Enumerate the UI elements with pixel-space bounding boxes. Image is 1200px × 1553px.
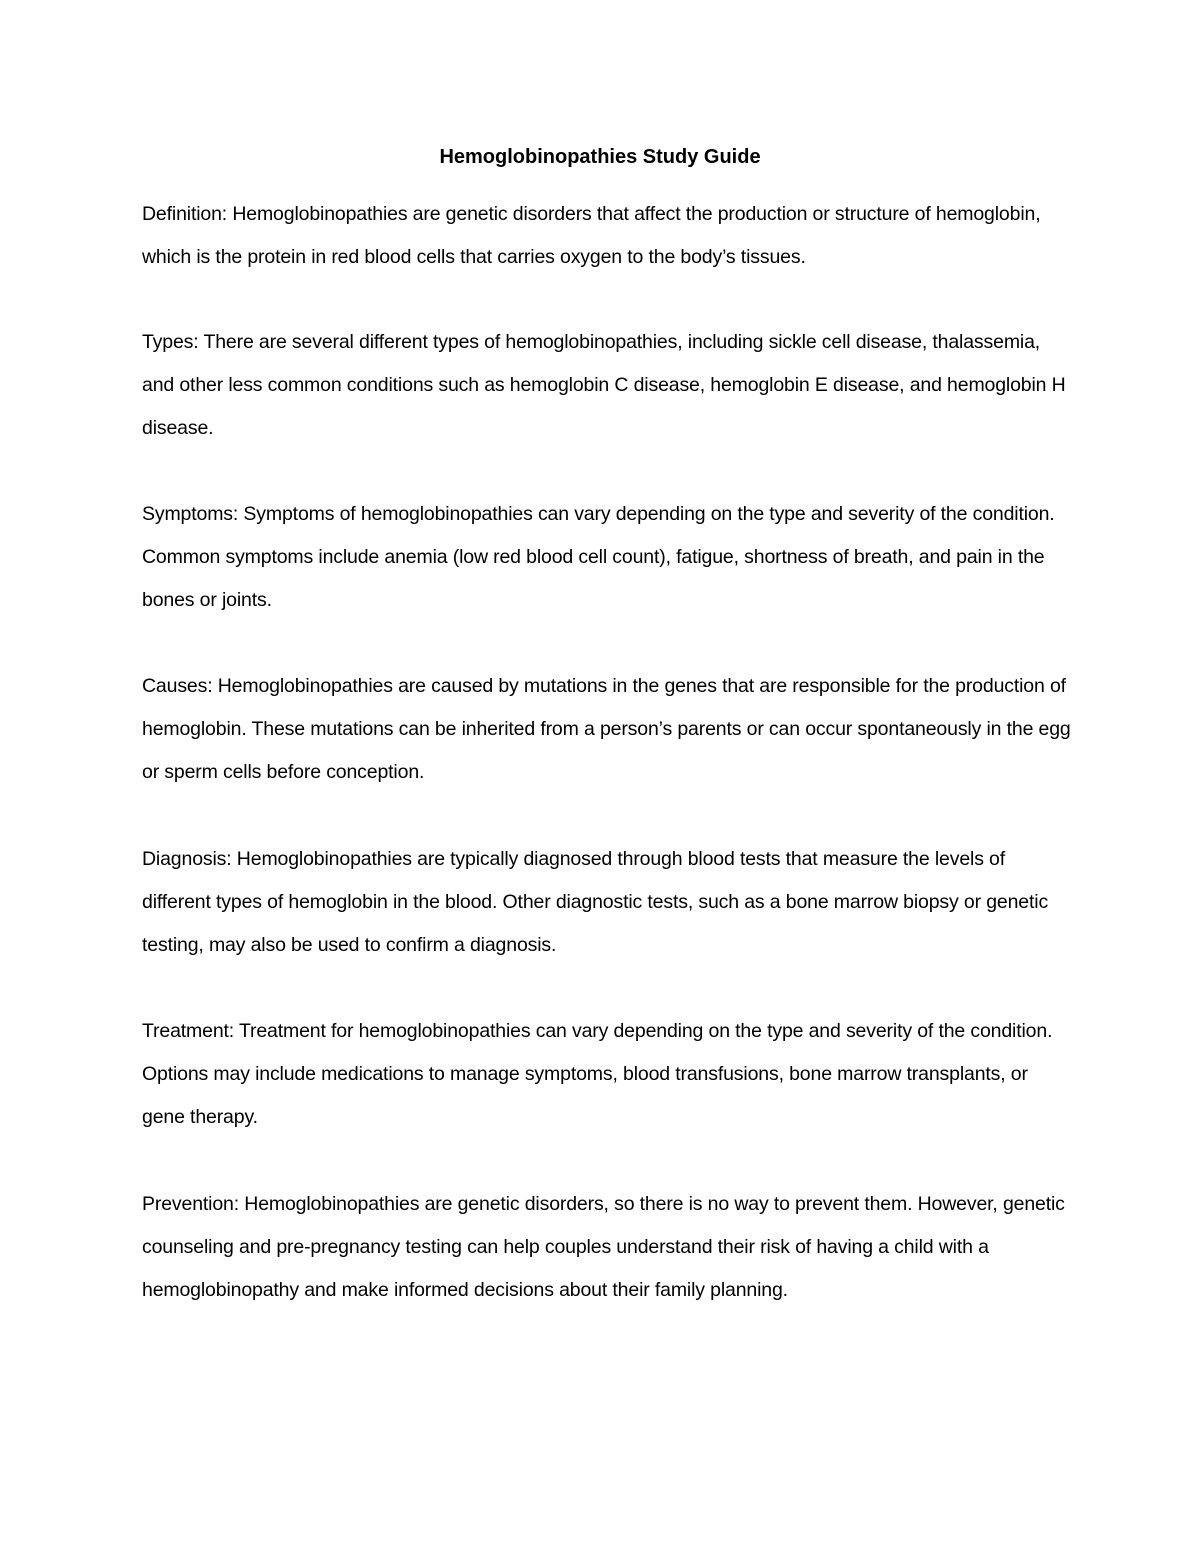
document-title: Hemoglobinopathies Study Guide [439,146,761,168]
types-paragraph: Types: There are several different types of hemoglobinopathies, including sickle cell disease, thalassemia, and other less common conditions such as hemoglobin C disease, hemoglobin E disease, and hemoglobin H disease. [142,331,1066,439]
definition-paragraph: Definition: Hemoglobinopathies are genetic disorders that affect the production or structure of hemoglobin, which is the protein in red blood cells that carries oxygen to the body’s tissues. [142,203,1041,268]
symptoms-paragraph: Symptoms: Symptoms of hemoglobinopathies can vary depending on the type and severity of the condition. Common symptoms include anemia (low red blood cell count), fatigue, shortness of breath, and pain in the bones or joints. [142,503,1055,611]
prevention-paragraph: Prevention: Hemoglobinopathies are genetic disorders, so there is no way to prevent them. However, genetic counseling and pre-pregnancy testing can help couples understand their risk of having a child with a hemoglobinopathy and make informed decisions about their family planning. [142,1193,1065,1301]
treatment-paragraph: Treatment: Treatment for hemoglobinopathies can vary depending on the type and severity of the condition. Options may include medications to manage symptoms, blood transfusions, bone marrow transplants, or gene therapy. [142,1020,1053,1128]
diagnosis-paragraph: Diagnosis: Hemoglobinopathies are typically diagnosed through blood tests that measure the levels of different types of hemoglobin in the blood. Other diagnostic tests, such as a bone marrow biopsy or genetic testing, may also be used to confirm a diagnosis. [142,848,1049,956]
causes-paragraph: Causes: Hemoglobinopathies are caused by mutations in the genes that are responsible for the production of hemoglobin. These mutations can be inherited from a person’s parents or can occur spontaneously in the egg or sperm cells before conception. [142,675,1071,783]
